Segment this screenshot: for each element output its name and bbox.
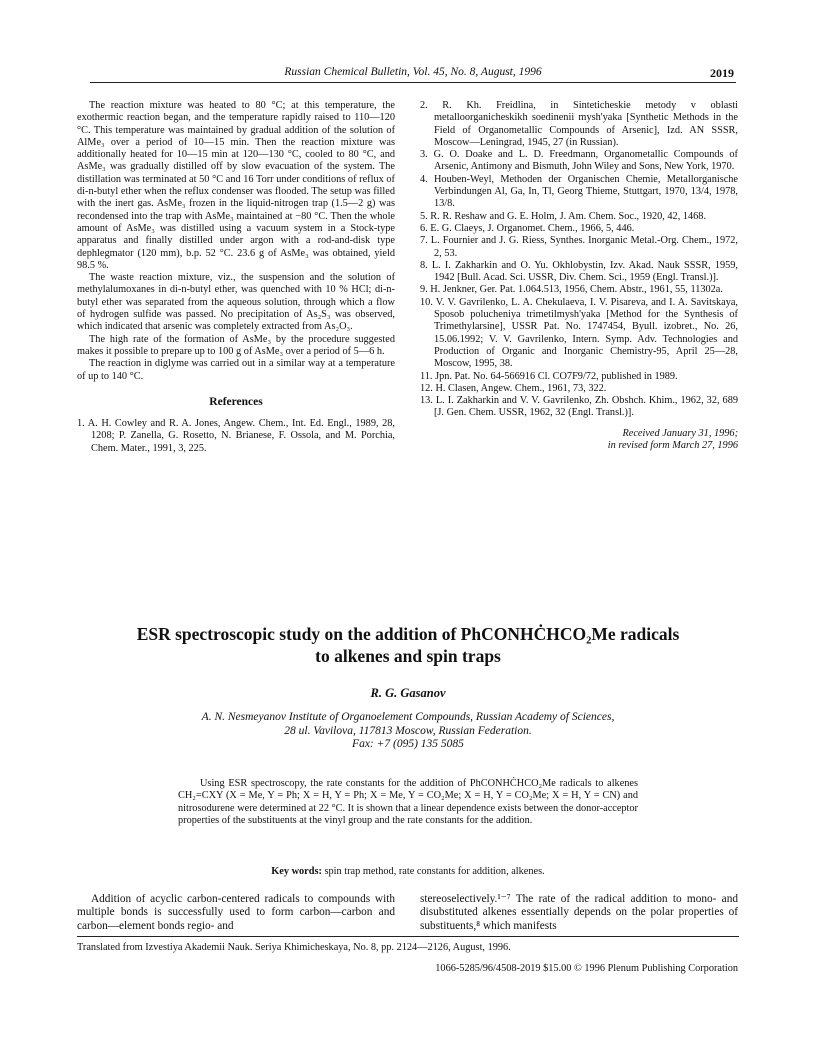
references-heading: References	[209, 395, 263, 408]
keywords-label: Key words:	[271, 866, 322, 877]
affiliation-line: 28 ul. Vavilova, 117813 Moscow, Russian Federation.	[284, 724, 532, 737]
received-date	[420, 428, 738, 453]
keywords	[0, 866, 816, 877]
article-title	[120, 623, 696, 667]
revised-line: in revised form March 27, 1996	[607, 440, 738, 452]
reference-item: 12. H. Clasen, Angew. Chem., 1961, 73, 322.	[420, 382, 607, 394]
reference-item: 10. V. V. Gavrilenko, L. A. Chekulaeva, I. V. Pisareva, and I. A. Savitskaya, Sposob polucheniya trimetilmysh'yaka [Method for the Synthesis of Trimethylarsine], USSR Pat. No. 1747454, Byull. izobret., No. 26, 15.06.1992; V. V. Gavrilenko, Intern. Symp. Adv. Technologies and Production of Organic and Inorganic Chemistry-95, April 25—28, Moscow, 1995, 38.	[420, 296, 738, 370]
article-title-line: ESR spectroscopic study on the addition of PhCONHĊHCO₂Me radicals	[136, 624, 680, 644]
reference-item: 9. H. Jenkner, Ger. Pat. 1.064.513, 1956, Chem. Abstr., 1961, 55, 11302a.	[420, 284, 723, 296]
abstract: Using ESR spectroscopy, the rate constants for the addition of PhCONHĊHCO₂Me radicals to alkenes CH₂=CXY (X = Me, Y = Ph; X = H, Y = Ph; X = Me, Y = CO₂Me; X = H, Y = CO₂Me; X = H, Y = CN) and nitrosodurene were determined at 22 °C. It is shown that a linear dependence exists between the donor-acceptor properties of the substituents at the vinyl group and the rate constants for the addition.	[178, 778, 638, 826]
affiliation-fax: Fax: +7 (095) 135 5085	[352, 738, 464, 750]
right-column	[420, 100, 738, 452]
body-text-left: Addition of acyclic carbon-centered radicals to compounds with multiple bonds is successfully used to form carbon—carbon and carbon—element bonds regio- and	[77, 893, 395, 932]
keywords-text: spin trap method, rate constants for addition, alkenes.	[324, 866, 545, 877]
page-number: 2019	[710, 66, 734, 80]
reference-item: 6. E. G. Claeys, J. Organomet. Chem., 1966, 5, 446.	[420, 222, 635, 234]
experimental-paragraph: The reaction mixture was heated to 80 °C; at this temperature, the exothermic reaction began, and the temperature rapidly raised to 110—120 °C. This temperature was maintained by gradual addition of the solution of AlMe₃ over a period of 10—15 min. Then the reaction mixture was additionally heated for 10—15 min at 120—130 °C, cooled to 80 °C, and AsMe₃ was gradually distilled off by slow evacuation of the system. The distillation was terminated at 50 °C and 16 Torr under conditions of reflux of di-n-butyl ether when the reflux condenser was flooded. The setup was filled with the inert gas. AsMe₃ frozen in the liquid-nitrogen trap (1.5—2 g) was recondensed into the trap with AsMe₃ maintained at −80 °C. Then the whole amount of AsMe₃ was distilled using a vacuum system in a Stock-type apparatus and finally distilled under argon with a rod-and-disk type dephlegmator (120 mm), b.p. 52 °C. 23.6 g of AsMe₃ was obtained, yield 98.5 %.	[77, 100, 395, 271]
experimental-paragraph: The waste reaction mixture, viz., the suspension and the solution of methylalumoxanes in di-n-butyl ether, was quenched with 10 % HCl; di-n-butyl ether was separated from the aqueous solution, through which a flow of hydrogen sulfide was passed. No precipitation of As₂S₃ was observed, which indicated that arsenic was completely extracted from As₂O₃.	[77, 272, 395, 333]
footer-divider	[77, 936, 739, 937]
reference-item: 1. A. H. Cowley and R. A. Jones, Angew. Chem., Int. Ed. Engl., 1989, 28, 1208; P. Zanella, G. Rosetto, N. Brianese, F. Ossola, and M. Porchia, Chem. Mater., 1991, 3, 225.	[77, 418, 395, 454]
reference-item: 4. Houben-Weyl, Methoden der Organischen Chemie, Metallorganische Verbindungen Al, Ga, In, Tl, Georg Thieme, Stuttgart, 1970, 13/4, 1978, 13/8.	[420, 173, 738, 210]
reference-item: 3. G. O. Doake and L. D. Freedmann, Organometallic Compounds of Arsenic, Antimony and Bismuth, John Wiley and Sons, New York, 1970.	[420, 149, 738, 173]
journal-title: Russian Chemical Bulletin, Vol. 45, No. 8, August, 1996	[284, 66, 542, 78]
left-column	[77, 100, 395, 455]
translation-note: Translated from Izvestiya Akademii Nauk. Seriya Khimicheskaya, No. 8, pp. 2124—2126, August, 1996.	[77, 942, 511, 953]
body-text-right: stereoselectively.¹⁻⁷ The rate of the radical addition to mono- and disubstituted alkenes essentially depends on the polar properties of substituents,⁸ which manifests	[420, 893, 738, 932]
reference-item: 5. R. R. Reshaw and G. E. Holm, J. Am. Chem. Soc., 1920, 42, 1468.	[420, 210, 707, 222]
running-header	[90, 66, 736, 83]
reference-item: 11. Jpn. Pat. No. 64-566916 Cl. CO7F9/72, published in 1989.	[420, 370, 678, 382]
experimental-paragraph: The reaction in diglyme was carried out in a similar way at a temperature of up to 140 °C.	[77, 358, 395, 382]
received-line: Received January 31, 1996;	[622, 427, 738, 439]
reference-item: 8. L. I. Zakharkin and O. Yu. Okhlobystin, Izv. Akad. Nauk SSSR, 1959, 1942 [Bull. Acad. Sci. USSR, Div. Chem. Sci., 1959 (Engl. Transl.)].	[420, 259, 738, 284]
article-title-line: to alkenes and spin traps	[315, 646, 501, 666]
affiliation	[120, 711, 696, 752]
author: R. G. Gasanov	[370, 686, 446, 700]
experimental-paragraph: The high rate of the formation of AsMe₃ by the procedure suggested makes it possible to prepare up to 100 g of AsMe₃ over a period of 5—6 h.	[77, 333, 395, 357]
copyright-line: 1066-5285/96/4508-2019 $15.00 © 1996 Plenum Publishing Corporation	[435, 963, 738, 974]
reference-item: 13. L. I. Zakharkin and V. V. Gavrilenko, Zh. Obshch. Khim., 1962, 32, 689 [J. Gen. Chem. USSR, 1962, 32 (Engl. Transl.)].	[420, 395, 738, 419]
reference-item: 2. R. Kh. Freidlina, in Sinteticheskie metody v oblasti metalloorganicheskikh soedinenii mysh'yaka [Synthetic Methods in the Field of Organometallic Compounds of Arsenic], Izd. AN SSSR, Moscow—Leningrad, 1945, 27 (in Russian).	[420, 100, 738, 148]
reference-item: 7. L. Fournier and J. G. Riess, Synthes. Inorganic Metal.-Org. Chem., 1972, 2, 53.	[420, 235, 738, 259]
affiliation-line: A. N. Nesmeyanov Institute of Organoelement Compounds, Russian Academy of Sciences,	[201, 711, 615, 723]
